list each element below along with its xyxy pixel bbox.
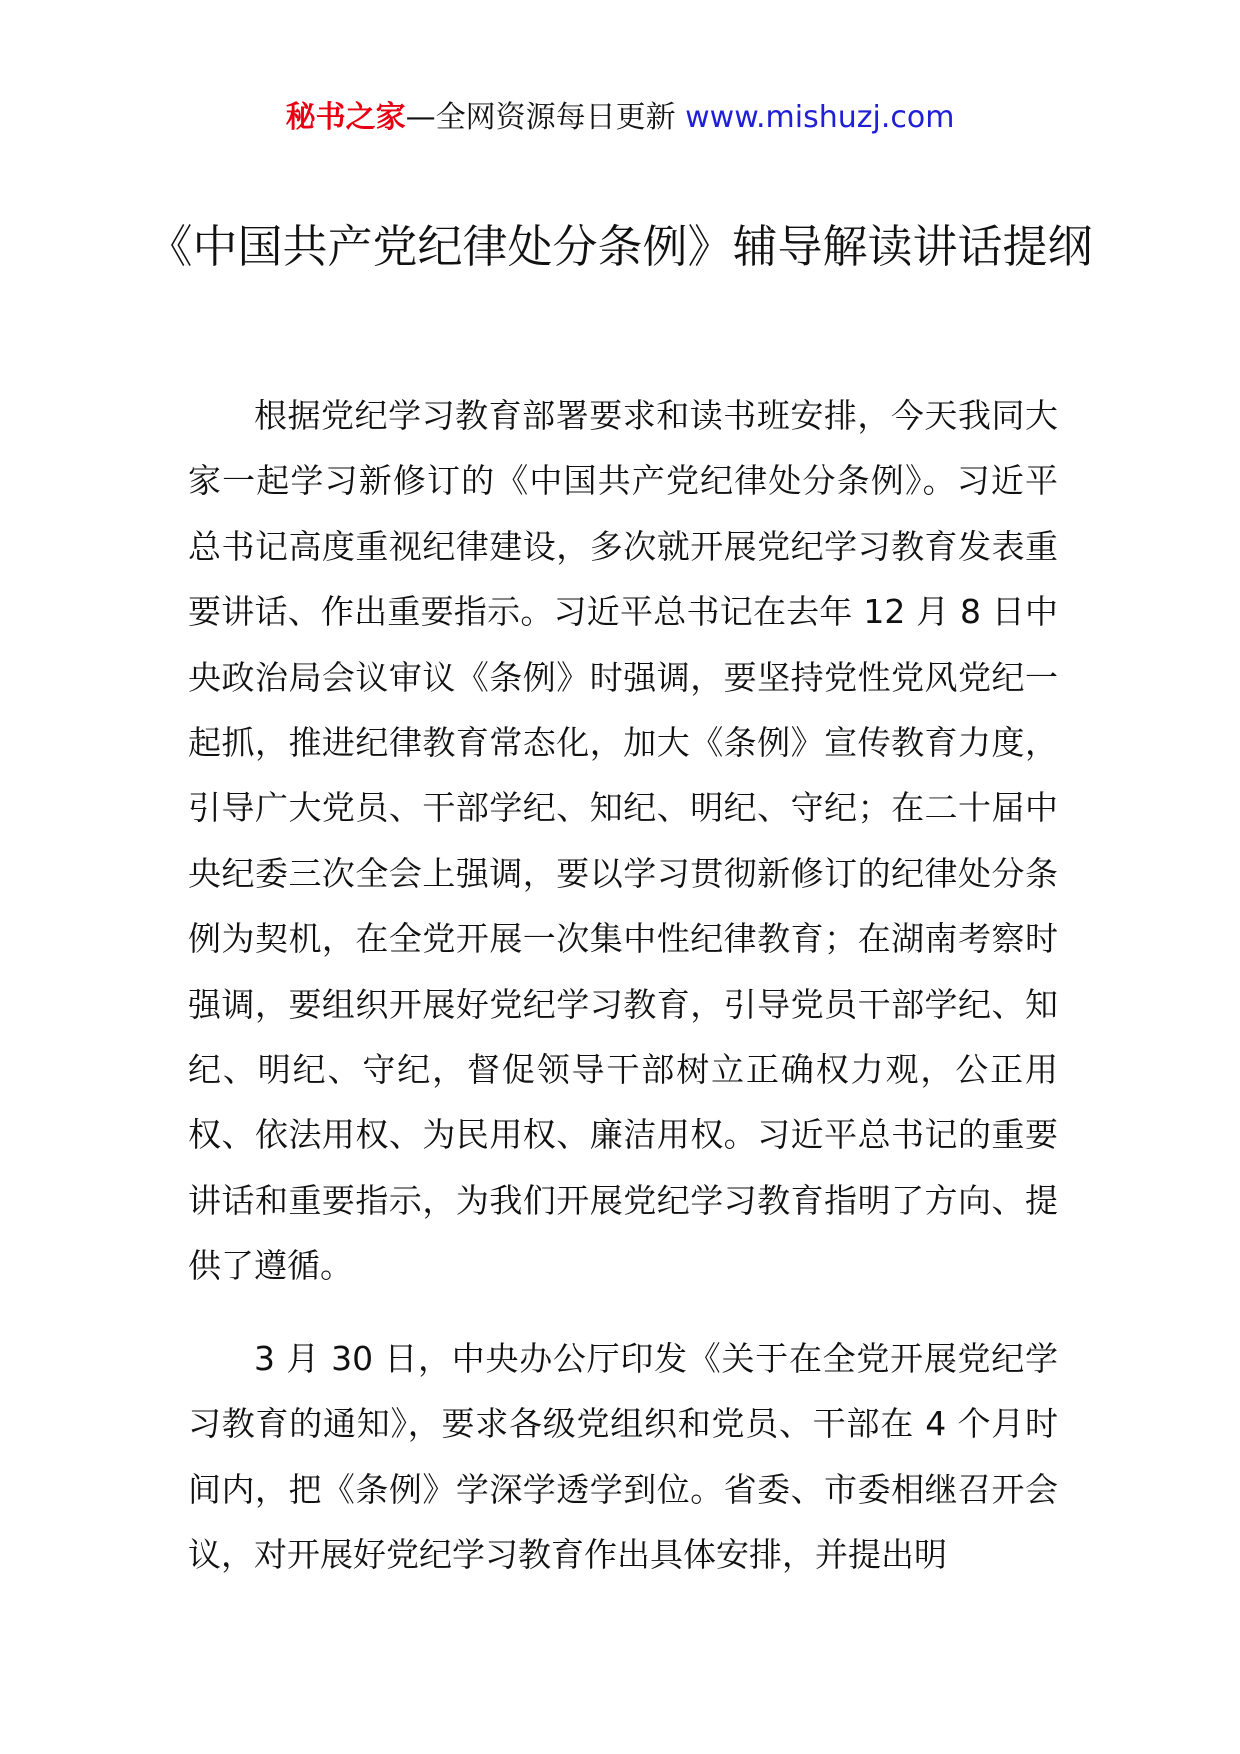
document-title: 《中国共产党纪律处分条例》辅导解读讲话提纲 [147, 220, 1093, 273]
paragraph: 3 月 30 日，中央办公厅印发《关于在全党开展党纪学习教育的通知》，要求各级党组织和党员、干部在 4 个月时间内，把《条例》学深学透学到位。省委、市委相继召开会议，对开展好党纪学习教育作出具体安排，并提出明 [188, 1338, 1058, 1574]
document-body [188, 383, 1058, 1614]
site-tagline: —全网资源每日更新 [405, 100, 686, 135]
site-header [0, 96, 1240, 140]
paragraph: 根据党纪学习教育部署要求和读书班安排，今天我同大家一起学习新修订的《中国共产党纪律处分条例》。习近平总书记高度重视纪律建设，多次就开展党纪学习教育发表重要讲话、作出重要指示。习近平总书记在去年 12 月 8 日中央政治局会议审议《条例》时强调，要坚持党性党风党纪一起抓，推进纪律教育常态化，加大《条例》宣传教育力度，引导广大党员、干部学纪、知纪、明纪、守纪；在二十届中央纪委三次全会上强调，要以学习贯彻新修订的纪律处分条例为契机，在全党开展一次集中性纪律教育；在湖南考察时强调，要组织开展好党纪学习教育，引导党员干部学纪、知纪、明纪、守纪，督促领导干部树立正确权力观，公正用权、依法用权、为民用权、廉洁用权。习近平总书记的重要讲话和重要指示，为我们开展党纪学习教育指明了方向、提供了遵循。 [188, 396, 1058, 1286]
brand-name: 秘书之家 [285, 100, 406, 135]
site-url-link[interactable]: www.mishuzj.com [685, 100, 955, 135]
